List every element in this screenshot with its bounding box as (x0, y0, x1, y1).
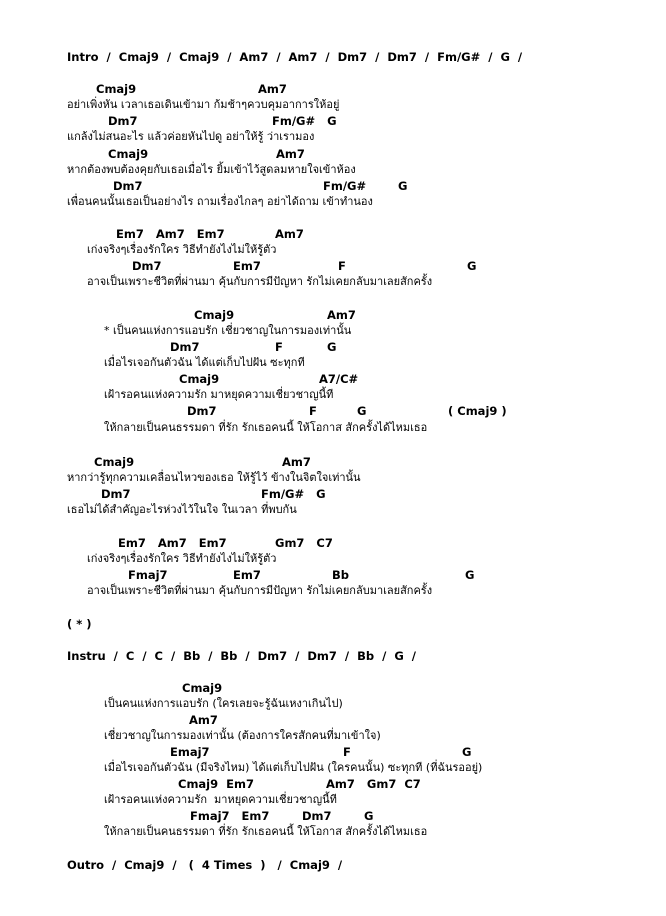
lyric-line: เธอไม่ได้สำคัญอะไรห่วงไว้ในใจ ในเวลา ที่พบกัน (67, 503, 297, 516)
chord: Em7 Am7 Em7 (116, 227, 225, 241)
chord: Am7 (189, 713, 218, 727)
chord: Dm7 (170, 340, 200, 354)
chord: G (364, 809, 374, 823)
chord: Gm7 C7 (275, 536, 333, 550)
lyric-line: เป็นคนแห่งการแอบรัก (ใครเลยจะรู้ฉันเหงาเกินไป) (104, 697, 343, 710)
chord: Cmaj9 (94, 455, 135, 469)
chord: F (338, 259, 346, 273)
chord: Am7 Gm7 C7 (326, 777, 421, 791)
chord: G (462, 745, 472, 759)
chord: Cmaj9 (108, 147, 149, 161)
chord: Em7 Am7 Em7 (118, 536, 227, 550)
chord: A7/C# (319, 372, 359, 386)
lyric-line: เฝ้ารอคนแห่งความรัก มาหยุดความเชี่ยวชาญนี้ที (104, 388, 334, 401)
chord: Cmaj9 (179, 372, 220, 386)
lyric-line: อาจเป็นเพราะชีวิตที่ผ่านมา คุ้นกับการมีปัญหา รักไม่เคยกลับมาเลยสักครั้ง (87, 584, 433, 597)
lyric-line: เฝ้ารอคนแห่งความรัก มาหยุดความเชี่ยวชาญนี้ที (104, 793, 337, 806)
lyric-line: แกล้งไม่สนอะไร แล้วค่อยหันไปดู อย่าให้รู้ ว่าเรามอง (67, 130, 315, 143)
chord: Cmaj9 (96, 82, 137, 96)
lyric-line: * เป็นคนแห่งการแอบรัก เชี่ยวชาญในการมองเท่านั้น (104, 324, 352, 337)
lyric-line: เชี่ยวชาญในการมองเท่านั้น (ต้องการใครสักคนที่มาเข้าใจ) (104, 729, 381, 742)
chord: Em7 (233, 568, 261, 582)
chord: Bb (332, 568, 349, 582)
chord: Em7 (233, 259, 261, 273)
chord: Dm7 (113, 179, 143, 193)
chord: Fm/G# G (272, 114, 337, 128)
lyric-line: หากต้องพบต้องคุยกับเธอเมื่อไร ยิ้มเข้าไว้สูดลมหายใจเข้าห้อง (67, 163, 356, 176)
chord: Fmaj7 (128, 568, 168, 582)
chord: F (343, 745, 351, 759)
chord: G (357, 404, 367, 418)
repeat-mark: ( * ) (67, 617, 92, 631)
chord: Dm7 (101, 487, 131, 501)
lyric-line: เมื่อไรเจอกันตัวฉัน ได้แต่เก็บไปฝัน ซะทุกที (104, 356, 305, 369)
chord: G (467, 259, 477, 273)
instru-line: Instru / C / C / Bb / Bb / Dm7 / Dm7 / Bb / G / (67, 649, 416, 663)
chord: F (309, 404, 317, 418)
chord: Am7 (282, 455, 311, 469)
chord: Dm7 (108, 114, 138, 128)
chord: G (327, 340, 337, 354)
intro-line: Intro / Cmaj9 / Cmaj9 / Am7 / Am7 / Dm7 / Dm7 / Fm/G# / G / (67, 50, 523, 64)
lyric-line: ให้กลายเป็นคนธรรมดา ที่รัก รักเธอคนนี้ ให้โอกาส สักครั้งได้ไหมเธอ (104, 825, 428, 838)
chord: G (465, 568, 475, 582)
lyric-line: เก่งจริงๆเรื่องรักใคร วิธีทำยังไงไม่ให้รู้ตัว (87, 243, 277, 256)
lyric-line: เก่งจริงๆเรื่องรักใคร วิธีทำยังไงไม่ให้รู้ตัว (87, 552, 277, 565)
lyric-line: เพื่อนคนนั้นเธอเป็นอย่างไร ถามเรื่องไกลๆ อย่าได้ถาม เข้าทำนอง (67, 195, 373, 208)
lyric-line: เมื่อไรเจอกันตัวฉัน (มีจริงไหม) ได้แต่เก็บไปฝัน (ใครคนนั้น) ซะทุกที (ที่ฉันรออยู่) (104, 761, 483, 774)
chord: ( Cmaj9 ) (448, 404, 507, 418)
chord: Dm7 (132, 259, 162, 273)
chord: Fm/G# (323, 179, 367, 193)
lyric-line: อย่าเพิ่งหัน เวลาเธอเดินเข้ามา ก้มช้าๆควบคุมอาการให้อยู่ (67, 98, 340, 111)
chord: Dm7 (187, 404, 217, 418)
chord: F (275, 340, 283, 354)
chord: Am7 (258, 82, 287, 96)
lyric-line: ให้กลายเป็นคนธรรมดา ที่รัก รักเธอคนนี้ ให้โอกาส สักครั้งได้ไหมเธอ (104, 421, 428, 434)
chord: Cmaj9 Em7 (178, 777, 254, 791)
chord: Emaj7 (170, 745, 210, 759)
lyric-line: อาจเป็นเพราะชีวิตที่ผ่านมา คุ้นกับการมีปัญหา รักไม่เคยกลับมาเลยสักครั้ง (87, 275, 433, 288)
chord: Dm7 (302, 809, 332, 823)
lyric-line: หากว่ารู้ทุกความเคลื่อนไหวของเธอ ให้รู้ไว้ ข้างในจิตใจเท่านั้น (67, 471, 361, 484)
chord: Fmaj7 Em7 (190, 809, 270, 823)
chord: Cmaj9 (182, 681, 223, 695)
chord: Cmaj9 (194, 308, 235, 322)
chord: Fm/G# G (261, 487, 326, 501)
chord: Am7 (276, 147, 305, 161)
chord: Am7 (327, 308, 356, 322)
chord: Am7 (275, 227, 304, 241)
outro-line: Outro / Cmaj9 / ( 4 Times ) / Cmaj9 / (67, 858, 343, 872)
chord: G (398, 179, 408, 193)
